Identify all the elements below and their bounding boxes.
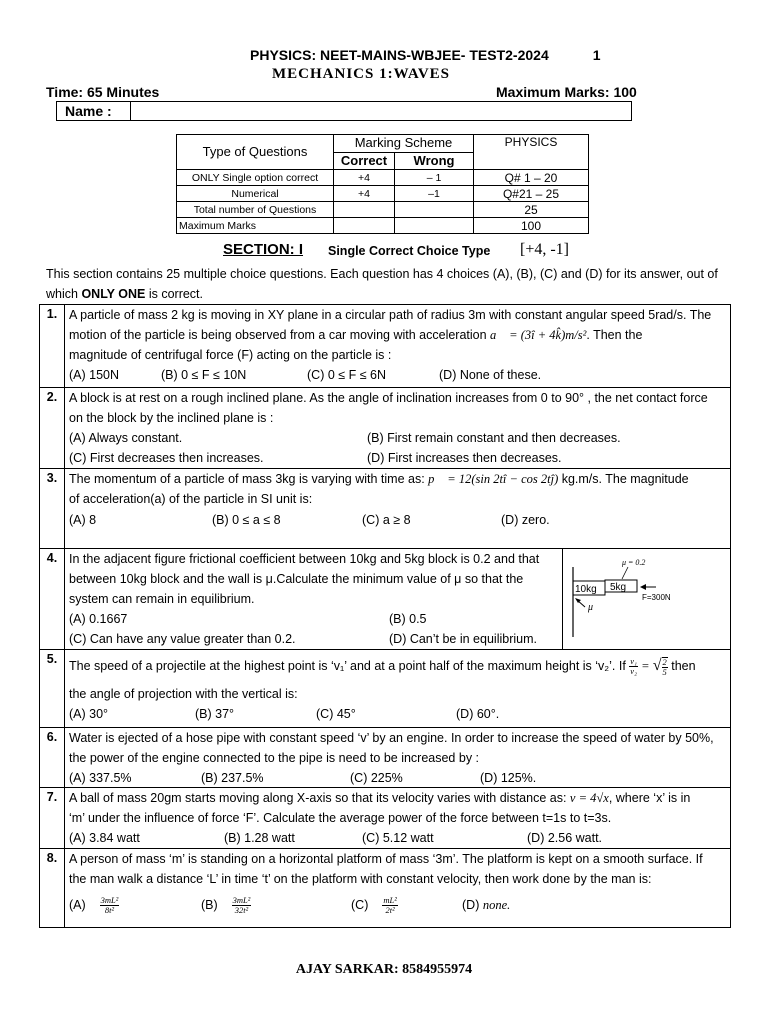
time-label: Time: 65 Minutes xyxy=(46,84,160,100)
scheme-row xyxy=(177,170,589,186)
fraction-numerator: 3mL² xyxy=(100,895,119,906)
fraction-denominator: v₂ xyxy=(630,666,638,677)
blocks-figure xyxy=(566,553,716,637)
option-a[interactable]: (A) 30° xyxy=(69,707,109,721)
question-text: kg.m/s. The magnitude xyxy=(558,472,689,486)
question-8 xyxy=(39,849,731,928)
footer-author: AJAY SARKAR: 8584955974 xyxy=(295,962,473,977)
scheme-physics: Q#21 – 25 xyxy=(474,186,589,202)
option-d[interactable]: (D) 125%. xyxy=(480,771,537,785)
question-body xyxy=(69,650,726,724)
scheme-wrong: – 1 xyxy=(395,170,474,186)
question-number: 8. xyxy=(40,849,65,927)
question-line: the angle of projection with the vertical is: xyxy=(69,687,298,701)
option-c[interactable]: (C) First decreases then increases. xyxy=(69,451,264,465)
question-line xyxy=(69,325,726,345)
exam-title-text: PHYSICS: NEET-MAINS-WBJEE- TEST2-2024 xyxy=(250,47,549,63)
question-number: 5. xyxy=(40,650,65,727)
scheme-physics: 25 xyxy=(474,202,589,218)
question-2 xyxy=(39,388,731,469)
scheme-correct xyxy=(334,202,395,218)
scheme-correct xyxy=(334,218,395,234)
option-label: (B) xyxy=(201,898,218,912)
option-b[interactable]: (B) 1.28 watt xyxy=(224,831,295,845)
fraction-numerator: 2 xyxy=(662,656,667,667)
options-row xyxy=(69,704,726,724)
question-number: 1. xyxy=(40,305,65,387)
option-d[interactable]: (D) 60°. xyxy=(456,707,500,721)
fraction-denominator: 5 xyxy=(662,666,667,677)
scheme-type: ONLY Single option correct xyxy=(177,170,334,186)
mu-label: μ xyxy=(588,602,594,613)
question-line: of acceleration(a) of the particle in SI unit is: xyxy=(69,492,313,506)
question-7 xyxy=(39,788,731,849)
question-6 xyxy=(39,728,731,788)
option-a[interactable]: (A) 3.84 watt xyxy=(69,831,140,845)
question-line xyxy=(69,469,726,489)
intro-emphasis: ONLY ONE xyxy=(81,287,146,301)
math-expression: v = 4√x xyxy=(569,791,609,805)
question-body xyxy=(69,788,726,848)
option-b[interactable]: (B) 0 ≤ a ≤ 8 xyxy=(212,513,281,527)
option-a[interactable]: (A) 337.5% xyxy=(69,771,132,785)
friction-pointer xyxy=(622,567,628,579)
options-row xyxy=(69,510,726,530)
option-c[interactable] xyxy=(351,895,398,915)
question-text: , where ‘x’ is in xyxy=(608,791,691,805)
option-c[interactable]: (C) 45° xyxy=(316,707,356,721)
option-c[interactable]: (C) Can have any value greater than 0.2. xyxy=(69,632,296,646)
question-number: 3. xyxy=(40,469,65,548)
force-arrowhead xyxy=(640,584,646,590)
marking-scheme-table xyxy=(176,134,589,234)
scheme-row xyxy=(177,202,589,218)
physics-header: PHYSICS xyxy=(474,135,589,170)
marking-header: Marking Scheme xyxy=(334,135,474,153)
math-expression: a⃗ = (3î + 4k̂)m/s² xyxy=(490,328,587,342)
option-label: (D) xyxy=(462,898,480,912)
question-body xyxy=(69,469,726,530)
intro-line-2 xyxy=(46,284,736,304)
question-line: on the block by the inclined plane is : xyxy=(69,411,274,425)
option-label: (C) xyxy=(351,898,369,912)
options-row xyxy=(69,828,726,848)
question-body xyxy=(69,305,726,385)
option-c[interactable]: (C) 225% xyxy=(350,771,403,785)
question-text: The momentum of a particle of mass 3kg is varying with time as: xyxy=(69,472,429,486)
name-divider xyxy=(130,102,131,120)
option-label: (A) xyxy=(69,898,86,912)
scheme-wrong: –1 xyxy=(395,186,474,202)
option-b[interactable]: (B) 37° xyxy=(195,707,235,721)
question-line: system can remain in equilibrium. xyxy=(69,592,255,606)
section-type: Single Correct Choice Type xyxy=(328,244,491,258)
type-header: Type of Questions xyxy=(177,135,334,170)
fraction xyxy=(382,896,397,915)
question-line: ‘m’ under the influence of force ‘F’. Calculate the average power of the force between t=1s to t=3s. xyxy=(69,811,612,825)
question-line xyxy=(69,650,726,684)
scheme-type: Numerical xyxy=(177,186,334,202)
question-line: the power of the engine connected to the pipe is need to be increased by : xyxy=(69,751,480,765)
sqrt-symbol: √ xyxy=(652,657,662,674)
question-body xyxy=(69,849,726,923)
scheme-row xyxy=(177,186,589,202)
question-text: . Then the xyxy=(586,328,643,342)
fraction xyxy=(629,657,638,676)
intro-line-1: This section contains 25 multiple choice questions. Each question has 4 choices (A), (B), (C) and (D) for its answer, out of xyxy=(46,267,718,281)
option-a[interactable] xyxy=(69,895,119,915)
option-d[interactable] xyxy=(462,895,510,915)
option-d[interactable]: (D) None of these. xyxy=(439,368,542,382)
force-label: F=300N xyxy=(642,593,671,602)
math-expression: = xyxy=(638,659,653,673)
option-c[interactable]: (C) 0 ≤ F ≤ 6N xyxy=(307,368,387,382)
exam-subtitle: MECHANICS 1:WAVES xyxy=(272,66,451,82)
scheme-correct: +4 xyxy=(334,186,395,202)
question-text: then xyxy=(667,659,696,673)
question-number: 7. xyxy=(40,788,65,848)
scheme-wrong xyxy=(395,218,474,234)
page-number: 1 xyxy=(592,47,601,63)
option-b[interactable]: (B) 237.5% xyxy=(201,771,264,785)
section-title: SECTION: I xyxy=(223,241,304,258)
math-expression: p⃗ = 12(sin 2tî − cos 2tĵ) xyxy=(428,472,559,486)
question-line: A particle of mass 2 kg is moving in XY plane in a circular path of radius 3m with constant angular speed 5rad/s. The xyxy=(69,308,712,322)
options-row xyxy=(69,365,726,385)
fraction-denominator: 2t² xyxy=(385,905,395,916)
question-body xyxy=(69,728,726,788)
wrong-header: Wrong xyxy=(395,152,474,170)
question-5 xyxy=(39,650,731,728)
scheme-correct: +4 xyxy=(334,170,395,186)
max-marks-label: Maximum Marks: 100 xyxy=(496,84,637,100)
name-field[interactable] xyxy=(56,101,632,121)
option-b[interactable]: (B) First remain constant and then decreases. xyxy=(367,431,621,445)
question-3 xyxy=(39,469,731,549)
options-row xyxy=(69,448,726,468)
options-row xyxy=(69,768,726,788)
option-b[interactable]: (B) 0 ≤ F ≤ 10N xyxy=(161,368,247,382)
fraction xyxy=(232,896,252,915)
question-1 xyxy=(39,304,731,388)
question-line: the man walk a distance ‘L’ in time ‘t’ on the platform with constant velocity, then work done by the man is: xyxy=(69,872,652,886)
question-number: 6. xyxy=(40,728,65,787)
block-10kg-label: 10kg xyxy=(575,584,597,595)
scheme-physics: Q# 1 – 20 xyxy=(474,170,589,186)
figure-divider xyxy=(562,549,563,649)
intro-text: which xyxy=(46,287,82,301)
option-d[interactable]: (D) First increases then decreases. xyxy=(367,451,562,465)
fraction-denominator: 32t² xyxy=(234,905,249,916)
option-c[interactable]: (C) 5.12 watt xyxy=(362,831,434,845)
scheme-type: Total number of Questions xyxy=(177,202,334,218)
option-d[interactable]: (D) Can’t be in equilibrium. xyxy=(389,632,537,646)
name-label: Name : xyxy=(65,103,112,119)
intro-text: is correct. xyxy=(145,287,204,301)
question-line: Water is ejected of a hose pipe with constant speed ‘v’ by an engine. In order to increase the speed of water by 50%, xyxy=(69,731,714,745)
question-text: A ball of mass 20gm starts moving along X-axis so that its velocity varies with distance as: xyxy=(69,791,570,805)
option-c[interactable]: (C) a ≥ 8 xyxy=(362,513,411,527)
fraction-numerator: v₁ xyxy=(630,656,638,667)
question-line: A person of mass ‘m’ is standing on a horizontal platform of mass ‘3m’. The platform is kept on a smooth surface. If xyxy=(69,852,703,866)
question-line xyxy=(69,788,726,808)
question-number: 2. xyxy=(40,388,65,468)
option-d[interactable]: (D) 2.56 watt. xyxy=(527,831,603,845)
option-a[interactable]: (A) 0.1667 xyxy=(69,612,128,626)
scheme-physics: 100 xyxy=(474,218,589,234)
exam-title xyxy=(250,47,601,63)
question-text: motion of the particle is being observed from a car moving with acceleration xyxy=(69,328,491,342)
scheme-type: Maximum Marks xyxy=(177,218,334,234)
fraction-denominator: 8t² xyxy=(104,905,115,916)
option-b[interactable] xyxy=(201,895,251,915)
section-marks: [+4, -1] xyxy=(520,241,570,258)
options-row xyxy=(69,428,726,448)
option-a[interactable]: (A) 8 xyxy=(69,513,97,527)
correct-header: Correct xyxy=(334,152,395,170)
option-d[interactable]: (D) zero. xyxy=(501,513,550,527)
question-body xyxy=(69,388,726,468)
question-line: magnitude of centrifugal force (F) acting on the particle is : xyxy=(69,348,392,362)
question-text: The speed of a projectile at the highest point is ‘v₁’ and at a point half of the maximum height is ‘v₂’. If xyxy=(69,659,630,673)
fraction-numerator: 3mL² xyxy=(232,895,251,906)
option-a[interactable]: (A) 150N xyxy=(69,368,120,382)
section-intro xyxy=(46,264,736,304)
question-line: In the adjacent figure frictional coefficient between 10kg and 5kg block is 0.2 and that xyxy=(69,552,540,566)
question-line: A block is at rest on a rough inclined plane. As the angle of inclination increases from 0 to 90° , the net contact force xyxy=(69,391,708,405)
scheme-wrong xyxy=(395,202,474,218)
block-5kg-label: 5kg xyxy=(610,582,627,593)
option-a[interactable]: (A) Always constant. xyxy=(69,431,183,445)
option-b[interactable]: (B) 0.5 xyxy=(389,612,427,626)
friction-label: μ = 0.2 xyxy=(622,558,646,567)
options-row xyxy=(69,889,726,923)
question-line: between 10kg block and the wall is μ.Calculate the minimum value of μ so that the xyxy=(69,572,524,586)
fraction-numerator: mL² xyxy=(383,895,397,906)
option-text: none. xyxy=(482,898,511,912)
scheme-row xyxy=(177,218,589,234)
question-number: 4. xyxy=(40,549,65,649)
fraction xyxy=(100,896,120,915)
question-4 xyxy=(39,549,731,650)
